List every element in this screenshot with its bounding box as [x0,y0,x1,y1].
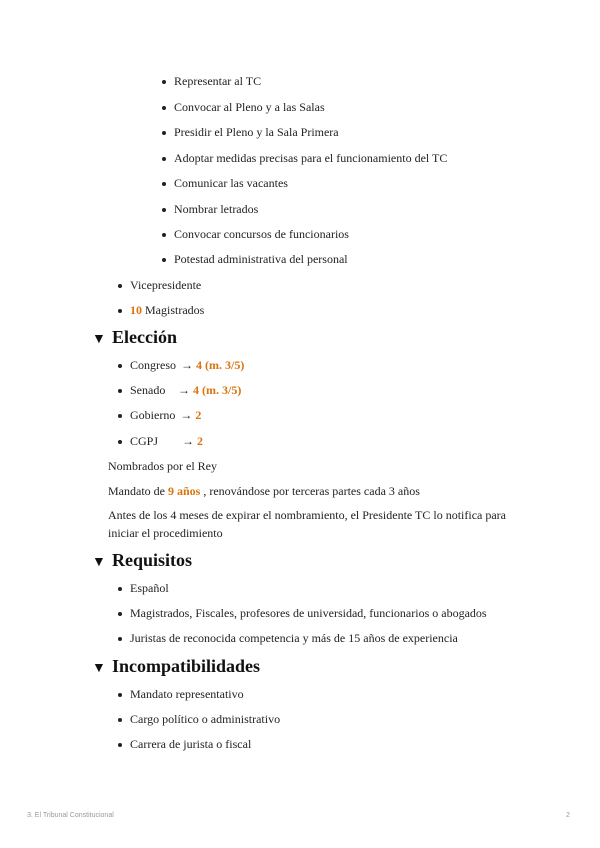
arrow-icon: → [180,408,193,422]
list-item: Representar al TC [174,74,262,88]
eleccion-value: 2 [195,408,202,422]
bullet [118,637,122,641]
bullet [118,612,122,616]
requisitos-heading[interactable] [92,549,192,574]
mandato-years: 9 años [167,484,201,498]
incompatibilidades-heading[interactable] [92,655,260,680]
eleccion-label: Gobierno [130,408,176,422]
arrow-icon: → [181,358,193,372]
bullet [162,182,166,186]
bullet [162,157,166,161]
list-item: Magistrados, Fiscales, profesores de universidad, funcionarios o abogados [130,606,487,620]
list-item: Presidir el Pleno y la Sala Primera [174,125,339,139]
bullet [118,414,122,418]
bullet [162,208,166,212]
list-item: Carrera de jurista o fiscal [130,737,252,751]
list-item [130,408,201,423]
eleccion-title: Elección [112,327,177,347]
bullet [162,106,166,110]
eleccion-label: CGPJ [130,434,159,448]
list-item: Comunicar las vacantes [174,176,288,190]
collapse-triangle-icon[interactable]: ▼ [92,332,106,347]
list-item: Adoptar medidas precisas para el funcionamiento del TC [174,151,448,165]
mandato-suffix: , renovándose por terceras partes cada 3 años [200,484,420,498]
nombrados-text: Nombrados por el Rey [108,459,217,473]
requisitos-title: Requisitos [112,550,193,570]
list-item [130,358,244,373]
eleccion-value: 4 (m. 3/5) [193,383,242,397]
vicepresidente-item: Vicepresidente [130,278,202,292]
bullet [162,131,166,135]
bullet [118,587,122,591]
eleccion-label: Senado [130,383,166,397]
magistrados-count: 10 [130,303,142,317]
bullet [118,309,122,313]
bullet [118,284,122,288]
list-item: Mandato representativo [130,687,244,701]
list-item: Potestad administrativa del personal [174,252,348,266]
page-number: 2 [566,812,570,819]
eleccion-value: 4 (m. 3/5) [196,358,245,372]
bullet [118,693,122,697]
collapse-triangle-icon[interactable]: ▼ [92,555,106,570]
bullet [118,743,122,747]
bullet [118,718,122,722]
collapse-triangle-icon[interactable]: ▼ [92,661,106,676]
bullet [162,258,166,262]
eleccion-value: 2 [197,434,203,448]
mandato-prefix: Mandato de [108,484,168,498]
eleccion-label: Congreso [130,358,176,372]
footer-title: 3. El Tribunal Constitucional [27,812,114,819]
bullet [162,233,166,237]
incompatibilidades-title: Incompatibilidades [112,656,261,676]
list-item: Convocar concursos de funcionarios [174,227,349,241]
arrow-icon: → [178,383,190,397]
bullet [118,440,122,444]
antes-text: Antes de los 4 meses de expirar el nombramiento, el Presidente TC lo notifica para iniciar el procedimiento [108,508,506,540]
bullet [162,80,166,84]
arrow-icon: → [182,434,194,448]
list-item: Nombrar letrados [174,202,259,216]
bullet [118,364,122,368]
list-item: Convocar al Pleno y a las Salas [174,100,325,114]
list-item [130,434,203,449]
list-item [130,383,241,398]
list-item: Cargo político o administrativo [130,712,281,726]
list-item: Juristas de reconocida competencia y más de 15 años de experiencia [130,631,458,645]
magistrados-item [130,303,204,318]
mandato-text [108,482,528,500]
list-item: Español [130,581,169,595]
bullet [118,389,122,393]
magistrados-label: Magistrados [142,303,205,317]
eleccion-heading[interactable] [92,326,177,351]
